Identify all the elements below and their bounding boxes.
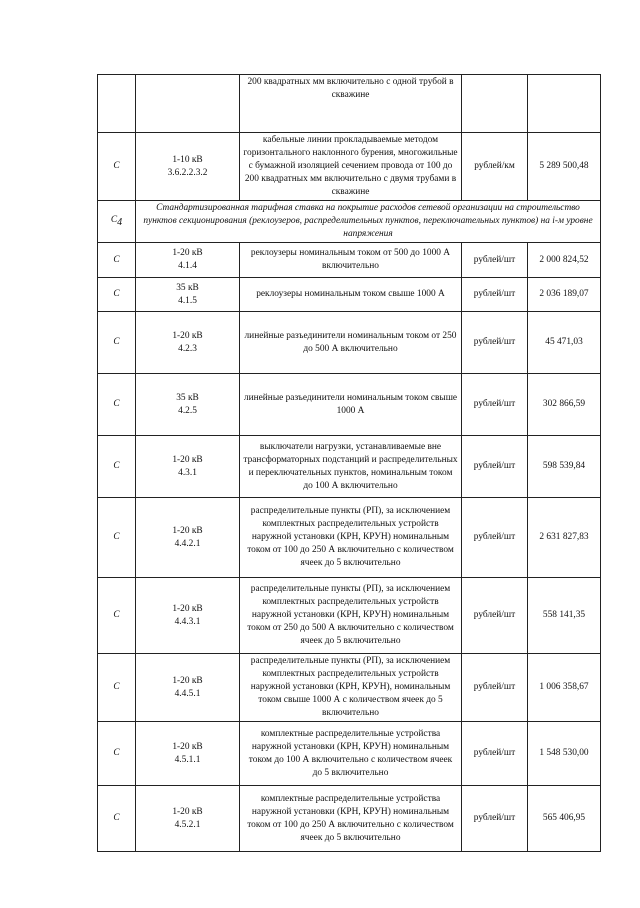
voltage-level: 1-20 кВ (172, 248, 203, 258)
table-row (98, 578, 601, 654)
value-cell: 302 866,59 (528, 374, 601, 436)
voltage-code-cell (136, 498, 240, 578)
rate-symbol: C (98, 578, 136, 654)
table-row-continuation (98, 75, 601, 133)
unit-cell (462, 75, 528, 133)
voltage-level: 1-20 кВ (172, 675, 203, 686)
value-cell: 2 036 189,07 (528, 278, 601, 312)
unit-cell: рублей/шт (462, 654, 528, 722)
tariff-table (97, 74, 601, 852)
rate-symbol: C (98, 243, 136, 278)
rate-symbol: C (98, 436, 136, 498)
unit-cell: рублей/км (462, 133, 528, 201)
item-code: 4.4.2.1 (174, 538, 201, 549)
description-cell: комплектные распределительные устройства наружной установки (КРН, КРУН) номинальным током от 100 до 250 А включительно с количеством ячеек до 5 включительно (240, 786, 462, 852)
table-row (98, 654, 601, 722)
value-cell: 1 006 358,67 (528, 654, 601, 722)
value-cell: 5 289 500,48 (528, 133, 601, 201)
voltage-level: 1-20 кВ (172, 603, 203, 614)
unit-cell: рублей/шт (462, 278, 528, 312)
table-row (98, 786, 601, 852)
table-row (98, 498, 601, 578)
voltage-code-cell (136, 374, 240, 436)
unit-cell: рублей/шт (462, 374, 528, 436)
voltage-code-cell (136, 654, 240, 722)
voltage-level: 1-20 кВ (172, 454, 203, 465)
table-row (98, 722, 601, 786)
table-row (98, 243, 601, 278)
description-cell: комплектные распределительные устройства наружной установки (КРН, КРУН) номинальным током до 100 А включительно с количеством ячеек до 5 включительно (240, 722, 462, 786)
description-cell: распределительные пункты (РП), за исключением комплектных распределительных устройств наружной установки (КРН, КРУН) номинальным током от 250 до 500 А включительно с количеством ячеек до 5 включительно (240, 578, 462, 654)
table-row (98, 436, 601, 498)
symbol-subscript: 4 (117, 216, 123, 228)
value-cell: 565 406,95 (528, 786, 601, 852)
item-code: 4.5.1.1 (174, 754, 201, 765)
description-cell: 200 квадратных мм включительно с одной трубой в скважине (240, 75, 462, 133)
description-cell: кабельные линии прокладываемые методом горизонтального наклонного бурения, многожильные с бумажной изоляцией сечением провода от 100 до 200 квадратных мм включительно с двумя трубами в скважине (240, 133, 462, 201)
voltage-code-cell (136, 436, 240, 498)
item-code: 4.2.5 (178, 405, 197, 416)
code-cell (136, 75, 240, 133)
section-description: Стандартизированная тарифная ставка на покрытие расходов сетевой организации на строительство пунктов секционирования (реклоузеров, распределительных пунктов, переключательных пунктов) на i-м уровне напряжения (136, 201, 601, 243)
value-cell: 2 000 824,52 (528, 243, 601, 278)
rate-rows (98, 243, 601, 852)
rate-symbol-c4 (98, 201, 136, 243)
item-code: 4.4.3.1 (174, 616, 201, 627)
table-row-3-6-2-2-3-2 (98, 133, 601, 201)
value-cell: 598 539,84 (528, 436, 601, 498)
voltage-level: 1-10 кВ (172, 154, 203, 165)
item-code: 4.2.3 (178, 343, 197, 354)
item-code: 4.3.1 (178, 467, 197, 478)
description-cell: распределительные пункты (РП), за исключением комплектных распределительных устройств наружной установки (КРН, КРУН) номинальным током от 100 до 250 А включительно с количеством ячеек до 5 включительно (240, 498, 462, 578)
value-cell: 2 631 827,83 (528, 498, 601, 578)
unit-cell: рублей/шт (462, 578, 528, 654)
voltage-level: 35 кВ (176, 392, 199, 403)
voltage-level: 1-20 кВ (172, 525, 203, 536)
section-header-c4 (98, 201, 601, 243)
voltage-code-cell (136, 722, 240, 786)
value-cell: 1 548 530,00 (528, 722, 601, 786)
voltage-code-cell (136, 312, 240, 374)
unit-cell: рублей/шт (462, 436, 528, 498)
value-cell: 558 141,35 (528, 578, 601, 654)
rate-symbol: C (98, 374, 136, 436)
rate-symbol: C (98, 312, 136, 374)
symbol-cell (98, 75, 136, 133)
table-row (98, 374, 601, 436)
description-cell: выключатели нагрузки, устанавливаемые вне трансформаторных подстанций и распределительных и переключательных пунктов, номинальным током до 100 А включительно (240, 436, 462, 498)
voltage-code-cell (136, 133, 240, 201)
voltage-code-cell (136, 243, 240, 278)
voltage-level: 1-20 кВ (172, 330, 203, 341)
table-row (98, 278, 601, 312)
item-code: 4.1.5 (178, 295, 197, 306)
item-code: 4.4.5.1 (174, 688, 201, 699)
value-cell: 45 471,03 (528, 312, 601, 374)
table-row (98, 312, 601, 374)
voltage-level: 35 кВ (176, 282, 199, 293)
description-cell: реклоузеры номинальным током свыше 1000 А (240, 278, 462, 312)
rate-symbol: C (98, 278, 136, 312)
rate-symbol: C (98, 654, 136, 722)
unit-cell: рублей/шт (462, 498, 528, 578)
unit-cell: рублей/шт (462, 722, 528, 786)
unit-cell: рублей/шт (462, 312, 528, 374)
description-cell: линейные разъединители номинальным током от 250 до 500 А включительно (240, 312, 462, 374)
voltage-code-cell (136, 278, 240, 312)
unit-cell: рублей/шт (462, 243, 528, 278)
item-code: 4.1.4 (178, 261, 197, 271)
item-code: 3.6.2.2.3.2 (167, 167, 208, 178)
description-cell: распределительные пункты (РП), за исключением комплектных распределительных устройств наружной установки (КРН, КРУН), номинальным током свыше 1000 А с количеством ячеек до 5 включительно (240, 654, 462, 722)
rate-symbol: C (98, 498, 136, 578)
value-cell (528, 75, 601, 133)
description-cell: реклоузеры номинальным током от 500 до 1000 А включительно (240, 243, 462, 278)
description-cell: линейные разъединители номинальным током свыше 1000 А (240, 374, 462, 436)
voltage-code-cell (136, 578, 240, 654)
rate-symbol: C (98, 786, 136, 852)
item-code: 4.5.2.1 (174, 819, 201, 830)
rate-symbol: C (98, 133, 136, 201)
symbol-letter: C (110, 215, 118, 226)
voltage-level: 1-20 кВ (172, 806, 203, 817)
voltage-level: 1-20 кВ (172, 741, 203, 752)
rate-symbol: C (98, 722, 136, 786)
voltage-code-cell (136, 786, 240, 852)
unit-cell: рублей/шт (462, 786, 528, 852)
